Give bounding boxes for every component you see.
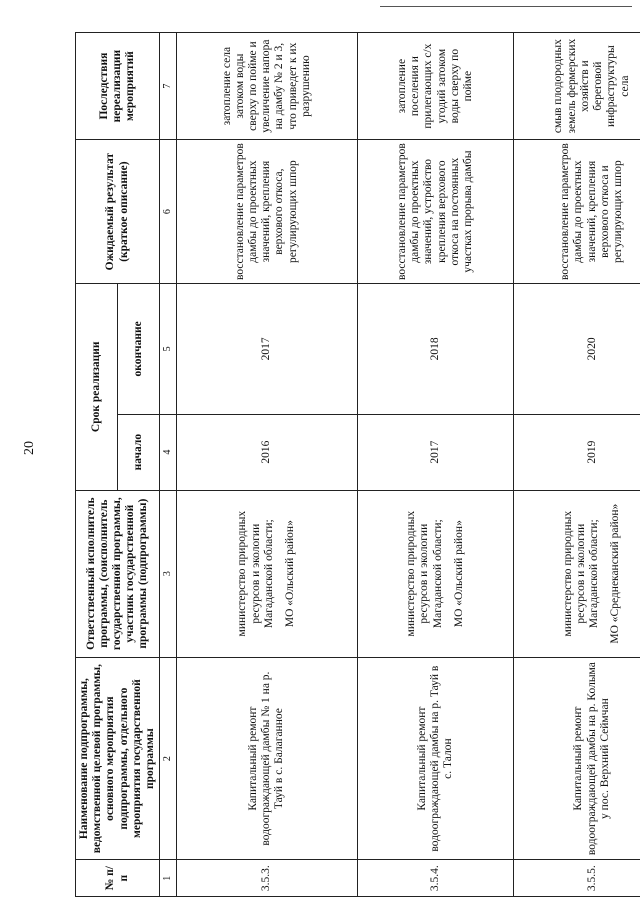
executor-cell [357,490,514,657]
expected-result: восстановление параметров дамбы до проектных значений, крепления верхового откоса и регулирующих шпор [514,140,640,284]
row-number: 3.5.4. [357,860,514,897]
col-consequence-header: Последствия нереализации мероприятий [76,33,160,140]
expected-result: восстановление параметров дамбы до проектных значений, крепления верхового откоса, регулирующих шпор [176,140,357,284]
end-year: 2018 [357,284,514,415]
measure-name: Капитальный ремонт водоограждающей дамбы на р. Тауй в с. Талон [357,657,514,860]
executor-municipality: МО «Ольский район» [452,520,465,628]
column-index: 1 [160,860,177,897]
consequence: смыв плодородных земель фермерских хозяйств и береговой инфраструктуры села [514,33,640,140]
col-start-header: начало [118,414,160,490]
page-number: 20 [22,441,37,455]
col-period-header: Срок реализации [76,284,118,491]
col-result-header: Ожидаемый результат (краткое описание) [76,140,160,284]
table-row [176,33,357,897]
consequence: затопление поселения и прилегающих с/х угодий затоком воды сверху по пойме [357,33,514,140]
measures-table [75,32,640,897]
measure-name: Капитальный ремонт водоограждающей дамбы № 1 на р. Тауй в с. Балаганное [176,657,357,860]
column-index: 7 [160,33,177,140]
column-index: 3 [160,490,177,657]
col-executor-header: Ответственный исполнитель программы, (соисполнитель государственной программы, участник государственной программы (подпрограммы) [76,490,160,657]
executor-ministry: министерство природных ресурсов и экологии Магаданской области; [405,510,444,637]
executor-municipality: МО «Ольский район» [284,520,297,628]
executor-ministry: министерство природных ресурсов и экологии Магаданской области; [236,510,275,637]
column-index: 6 [160,140,177,284]
col-end-header: окончание [118,284,160,415]
consequence: затопление села затоком воды сверху по пойме и увеличение напора на дамбу № 2 и 3, что приведет к их разрушению [176,33,357,140]
executor-cell [514,490,640,657]
header-row [76,33,118,897]
col-name-header: Наименование подпрограммы, ведомственной целевой программы, основного мероприятия подпрограммы, отдельного мероприятия государственной программы [76,657,160,860]
column-index: 4 [160,414,177,490]
column-index: 2 [160,657,177,860]
end-year: 2017 [176,284,357,415]
expected-result: восстановление параметров дамбы до проектных значений, устройство крепления верхового откоса на постоянных участках прорыва дамбы [357,140,514,284]
start-year: 2017 [357,414,514,490]
executor-municipality: МО «Среднеканский район» [609,503,622,644]
table-row [357,33,514,897]
end-year: 2020 [514,284,640,415]
measure-name: Капитальный ремонт водоограждающей дамбы на р. Колыма у пос. Верхний Сеймчан [514,657,640,860]
executor-cell [176,490,357,657]
start-year: 2016 [176,414,357,490]
col-num-header: № п/п [76,860,160,897]
column-index: 5 [160,284,177,415]
start-year: 2019 [514,414,640,490]
executor-ministry: министерство природных ресурсов и экологии Магаданской области; [561,510,601,637]
row-number: 3.5.5. [514,860,640,897]
table-sheet [75,32,631,897]
table-frame [75,32,631,897]
column-index-row [160,33,177,897]
row-number: 3.5.3. [176,860,357,897]
table-row [514,33,640,897]
top-rule [380,6,632,7]
